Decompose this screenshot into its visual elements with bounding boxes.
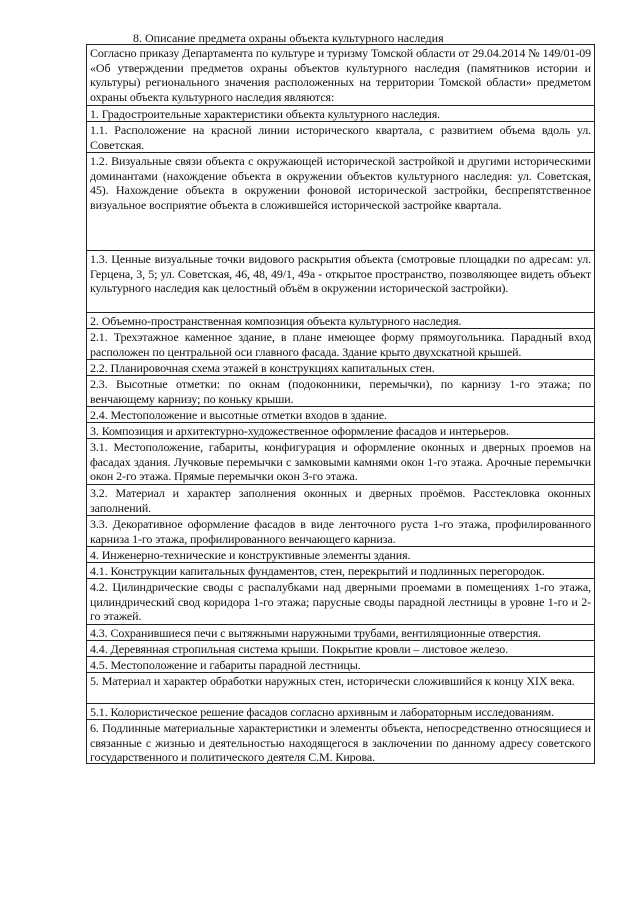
section-heading: 8. Описание предмета охраны объекта культурного наследия [133,31,444,45]
table-row [87,719,594,765]
table-row [87,656,594,672]
table-row [87,312,594,328]
row-text: 1.2. Визуальные связи объекта с окружающей исторической застройкой и другими историческими доминантами (нахождение объекта в окружении объектов культурного наследия: ул. Советская, 45). Нахождение объекта в окружении фоновой исторической застройки, беспрепятственное визуальное восприятие объекта в сложившейся исторической застройке квартала. [90,154,591,212]
row-text: 3. Композиция и архитектурно-художественное оформление фасадов и интерьеров. [90,424,509,438]
row-text: 4. Инженерно-технические и конструктивные элементы здания. [90,548,411,562]
table-row [87,406,594,422]
table-row [87,672,594,703]
row-text: 2. Объемно-пространственная композиция объекта культурного наследия. [90,314,462,328]
row-text: 2.4. Местоположение и высотные отметки входов в здание. [90,408,387,422]
row-text: 3.2. Материал и характер заполнения оконных и дверных проёмов. Расстекловка оконных заполнений. [90,486,591,515]
table-row [87,578,594,624]
row-text: 3.3. Декоративное оформление фасадов в виде ленточного руста 1-го этажа, профилированного карниза 1-го этажа, профилированного венчающего карниза. [90,517,591,546]
table-row [87,438,594,484]
table-row [87,375,594,406]
table-row [87,422,594,438]
table-row [87,546,594,562]
table-row [87,328,594,359]
table-row [87,640,594,656]
table-row [87,359,594,375]
row-text: 2.3. Высотные отметки: по окнам (подоконники, перемычки), по карнизу 1-го этажа; по венчающему карнизу; по коньку крыши. [90,377,591,406]
table-row [87,624,594,640]
row-text: 1.1. Расположение на красной линии исторического квартала, с развитием объема вдоль ул. Советская. [90,123,591,152]
row-text: 2.2. Планировочная схема этажей в конструкциях капитальных стен. [90,361,435,375]
row-text: 6. Подлинные материальные характеристики и элементы объекта, непосредственно относящиеся и связанные с жизнью и деятельностью находящегося в заключении по данному адресу советского государственного и политического деятеля С.М. Кирова. [90,721,591,764]
table-row [87,121,594,152]
row-text: 4.4. Деревянная стропильная система крыши. Покрытие кровли – листовое железо. [90,642,509,656]
row-text: 4.1. Конструкции капитальных фундаментов, стен, перекрытий и подлинных перегородок. [90,564,545,578]
protection-subject-table [86,44,595,764]
table-row [87,250,594,312]
row-text: 4.3. Сохранившиеся печи с вытяжными наружными трубами, вентиляционные отверстия. [90,626,541,640]
row-text: 1.3. Ценные визуальные точки видового раскрытия объекта (смотровые площадки по адресам: ул. Герцена, 3, 5; ул. Советская, 46, 48, 49/1, 49а - открытое пространство, позволяющее видеть объект культурного наследия как целостный объём в окружении исторической застройки). [90,252,591,295]
row-text: 1. Градостроительные характеристики объекта культурного наследия. [90,107,441,121]
row-text: 5. Материал и характер обработки наружных стен, исторически сложившийся к концу XIX века. [90,674,575,688]
row-text: 3.1. Местоположение, габариты, конфигурация и оформление оконных и дверных проемов на фасадах здания. Лучковые перемычки с замковыми камнями окон 1-го этажа. Арочные перемычки окон 2-го этажа. Прямые перемычки окон 3-го этажа. [90,440,591,483]
table-row [87,484,594,515]
row-text: 4.2. Цилиндрические своды с распалубками над дверными проемами в помещениях 1-го этажа, цилиндрический свод коридора 1-го этажа; парусные своды парадной лестницы в уровне 1-го и 2-го этажей. [90,580,591,623]
table-row [87,45,594,105]
table-row [87,515,594,546]
row-text: Согласно приказу Департамента по культуре и туризму Томской области от 29.04.2014 № 149/01-09 «Об утверждении предметов охраны объектов культурного наследия (памятников истории и культуры) регионального значения расположенных на территории Томской области» предметом охраны объекта культурного наследия являются: [90,46,591,104]
row-text: 5.1. Колористическое решение фасадов согласно архивным и лабораторным исследованиям. [90,705,555,719]
table-row [87,152,594,250]
table-row [87,703,594,719]
row-text: 2.1. Трехэтажное каменное здание, в плане имеющее форму прямоугольника. Парадный вход расположен по центральной оси главного фасада. Здание крыто двухскатной крышей. [90,330,591,359]
table-row [87,105,594,121]
row-text: 4.5. Местоположение и габариты парадной лестницы. [90,658,361,672]
table-row [87,562,594,578]
